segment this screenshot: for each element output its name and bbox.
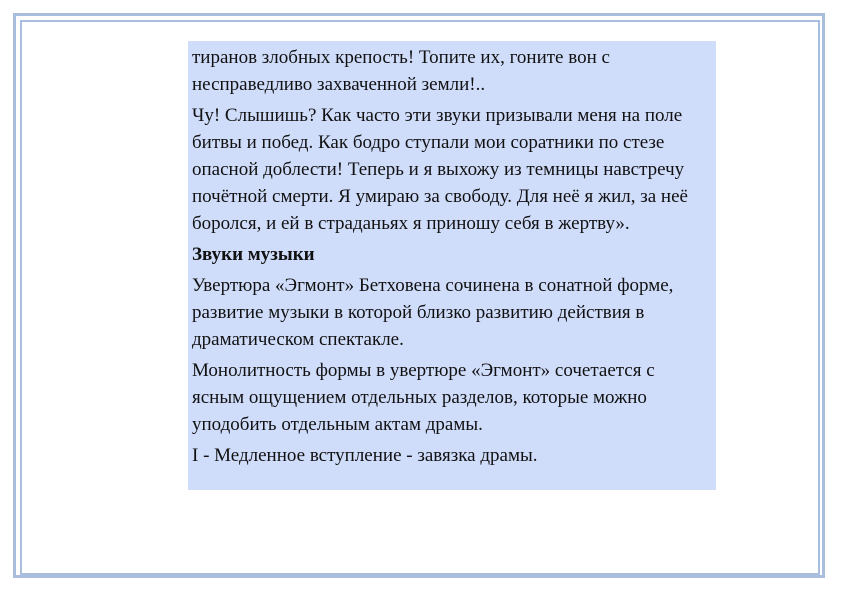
paragraph-quote-monologue: Чу! Слышишь? Как часто эти звуки призывали меня на поле битвы и побед. Как бодро ступали мои соратники по стезе опасной доблести! Теперь и я выхожу из темницы навстречу почётной смерти. Я умираю за свободу. Для неё я жил, за неё боролся, и ей в страданьях я приношу себя в жертву».	[192, 105, 688, 234]
section-heading: Звуки музыки	[192, 244, 315, 265]
text-box	[188, 41, 716, 490]
paragraph-overture-form: Увертюра «Эгмонт» Бетховена сочинена в сонатной форме, развитие музыки в которой близко развитию действия в драматическом спектакле.	[192, 275, 674, 350]
paragraph-intro-section: I - Медленное вступление - завязка драмы.	[192, 445, 538, 466]
paragraph-overture-sections: Монолитность формы в увертюре «Эгмонт» сочетается с ясным ощущением отдельных разделов, которые можно уподобить отдельным актам драмы.	[192, 360, 655, 435]
paragraph-quote-end: тиранов злобных крепость! Топите их, гоните вон с несправедливо захваченной земли!..	[192, 47, 610, 95]
